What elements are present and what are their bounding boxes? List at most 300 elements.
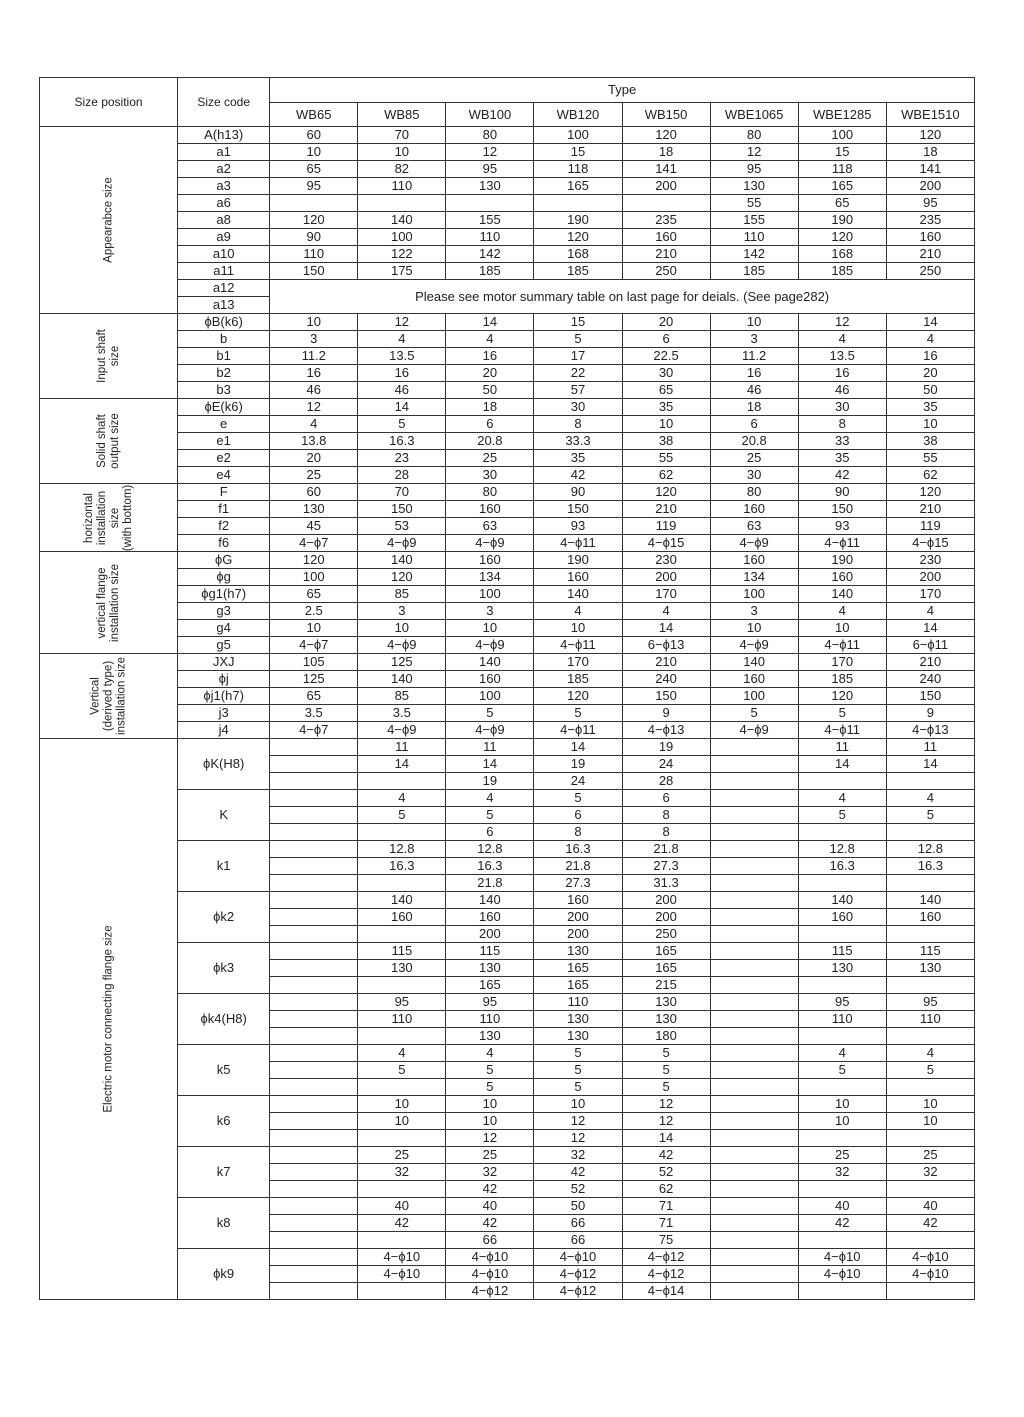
value-cell [798, 1232, 886, 1249]
value-cell: 42 [446, 1215, 534, 1232]
group-label-line: installation size [108, 563, 121, 642]
value-cell: 134 [710, 569, 798, 586]
value-cell [798, 1130, 886, 1147]
value-cell: 190 [798, 212, 886, 229]
value-cell: 5 [886, 1062, 974, 1079]
value-cell: 21.8 [622, 841, 710, 858]
group-label [96, 564, 122, 642]
table-row [40, 178, 975, 195]
value-cell: 4−ϕ9 [446, 535, 534, 552]
value-cell [886, 1079, 974, 1096]
value-cell: 12 [534, 1113, 622, 1130]
value-cell: 24 [622, 756, 710, 773]
value-cell: 25 [446, 1147, 534, 1164]
value-cell: 4−ϕ9 [446, 722, 534, 739]
value-cell [710, 1011, 798, 1028]
table-row [40, 1249, 975, 1266]
value-cell: 120 [622, 484, 710, 501]
value-cell: 11.2 [270, 348, 358, 365]
value-cell: 90 [798, 484, 886, 501]
value-cell: 12 [270, 399, 358, 416]
value-cell: 4−ϕ11 [534, 535, 622, 552]
value-cell: 20.8 [710, 433, 798, 450]
value-cell: 134 [446, 569, 534, 586]
size-code-cell: a8 [178, 212, 270, 229]
value-cell: 165 [534, 960, 622, 977]
value-cell: 210 [886, 246, 974, 263]
value-cell: 10 [710, 620, 798, 637]
table-row [40, 943, 975, 960]
value-cell: 8 [534, 824, 622, 841]
value-cell: 4 [446, 331, 534, 348]
value-cell: 35 [534, 450, 622, 467]
value-cell: 80 [710, 484, 798, 501]
value-cell: 4−ϕ10 [534, 1249, 622, 1266]
value-cell: 4 [358, 1045, 446, 1062]
value-cell: 115 [446, 943, 534, 960]
value-cell: 4−ϕ14 [622, 1283, 710, 1300]
value-cell: 5 [622, 1045, 710, 1062]
value-cell: 180 [622, 1028, 710, 1045]
value-cell: 10 [446, 620, 534, 637]
value-cell: 12 [534, 1130, 622, 1147]
value-cell [270, 739, 358, 756]
value-cell: 5 [358, 807, 446, 824]
size-code-cell: A(h13) [178, 127, 270, 144]
value-cell: 55 [622, 450, 710, 467]
value-cell: 80 [710, 127, 798, 144]
value-cell: 16 [710, 365, 798, 382]
value-cell: 12 [446, 1130, 534, 1147]
value-cell [622, 195, 710, 212]
value-cell: 150 [798, 501, 886, 518]
value-cell [358, 824, 446, 841]
value-cell: 140 [358, 552, 446, 569]
value-cell [358, 1232, 446, 1249]
value-cell: 14 [446, 756, 534, 773]
value-cell: 33.3 [534, 433, 622, 450]
value-cell: 15 [798, 144, 886, 161]
value-cell: 8 [798, 416, 886, 433]
value-cell: 52 [534, 1181, 622, 1198]
value-cell: 160 [446, 909, 534, 926]
value-cell [270, 807, 358, 824]
value-cell: 165 [622, 943, 710, 960]
size-code-cell: g5 [178, 637, 270, 654]
header-row-1 [40, 78, 975, 103]
value-cell [798, 1079, 886, 1096]
value-cell: 160 [446, 552, 534, 569]
value-cell: 11 [358, 739, 446, 756]
value-cell [270, 858, 358, 875]
size-code-cell: a12 [178, 280, 270, 297]
value-cell: 10 [358, 620, 446, 637]
value-cell: 110 [446, 1011, 534, 1028]
table-row [40, 569, 975, 586]
value-cell: 100 [446, 586, 534, 603]
value-cell: 38 [622, 433, 710, 450]
value-cell [270, 1198, 358, 1215]
table-row [40, 501, 975, 518]
value-cell: 6 [622, 331, 710, 348]
value-cell: 10 [798, 620, 886, 637]
value-cell: 6 [622, 790, 710, 807]
value-cell: 200 [534, 926, 622, 943]
value-cell: 16.3 [534, 841, 622, 858]
value-cell [270, 1062, 358, 1079]
value-cell: 4−ϕ9 [710, 637, 798, 654]
value-cell: 25 [446, 450, 534, 467]
size-code-cell: ϕg [178, 569, 270, 586]
value-cell: 14 [886, 314, 974, 331]
value-cell: 14 [886, 756, 974, 773]
value-cell: 185 [534, 263, 622, 280]
value-cell [710, 756, 798, 773]
value-cell: 16.3 [886, 858, 974, 875]
value-cell: 185 [534, 671, 622, 688]
group-label [96, 413, 122, 469]
value-cell: 20 [446, 365, 534, 382]
value-cell: 4−ϕ7 [270, 535, 358, 552]
value-cell: 210 [622, 654, 710, 671]
group-label [89, 657, 128, 735]
value-cell [270, 1113, 358, 1130]
size-code-cell: b1 [178, 348, 270, 365]
value-cell: 4−ϕ9 [358, 637, 446, 654]
value-cell: 4−ϕ11 [798, 722, 886, 739]
value-cell: 4 [886, 1045, 974, 1062]
value-cell: 160 [446, 671, 534, 688]
table-row [40, 518, 975, 535]
value-cell: 130 [358, 960, 446, 977]
value-cell [798, 1181, 886, 1198]
value-cell: 4 [886, 331, 974, 348]
value-cell: 70 [358, 484, 446, 501]
value-cell: 100 [710, 688, 798, 705]
table-row [40, 620, 975, 637]
value-cell [358, 1181, 446, 1198]
value-cell: 110 [798, 1011, 886, 1028]
value-cell: 4−ϕ11 [534, 722, 622, 739]
size-code-cell: e [178, 416, 270, 433]
value-cell: 5 [446, 1079, 534, 1096]
value-cell: 130 [534, 1028, 622, 1045]
value-cell: 5 [798, 807, 886, 824]
value-cell: 95 [270, 178, 358, 195]
size-code-cell: a9 [178, 229, 270, 246]
value-cell: 50 [886, 382, 974, 399]
value-cell: 140 [710, 654, 798, 671]
value-cell [358, 926, 446, 943]
value-cell: 42 [886, 1215, 974, 1232]
value-cell: 28 [622, 773, 710, 790]
value-cell: 200 [622, 892, 710, 909]
group-label-line: (derived type) [102, 660, 115, 732]
table-row [40, 1096, 975, 1113]
value-cell [358, 977, 446, 994]
value-cell: 100 [798, 127, 886, 144]
value-cell: 11 [886, 739, 974, 756]
value-cell: 110 [270, 246, 358, 263]
value-cell: 4−ϕ9 [710, 722, 798, 739]
value-cell: 42 [446, 1181, 534, 1198]
value-cell: 120 [622, 127, 710, 144]
value-cell [710, 994, 798, 1011]
value-cell: 185 [710, 263, 798, 280]
value-cell [710, 790, 798, 807]
value-cell [710, 943, 798, 960]
value-cell [798, 773, 886, 790]
value-cell [270, 1147, 358, 1164]
value-cell: 168 [798, 246, 886, 263]
value-cell: 150 [622, 688, 710, 705]
size-code-cell: ϕk9 [178, 1249, 270, 1300]
value-cell: 20 [270, 450, 358, 467]
value-cell [710, 1028, 798, 1045]
size-code-cell: a1 [178, 144, 270, 161]
value-cell: 3 [710, 603, 798, 620]
table-row [40, 671, 975, 688]
size-code-cell: ϕG [178, 552, 270, 569]
value-cell: 4−ϕ9 [710, 535, 798, 552]
value-cell: 4−ϕ9 [358, 535, 446, 552]
value-cell: 30 [710, 467, 798, 484]
value-cell: 42 [798, 467, 886, 484]
size-code-cell: a6 [178, 195, 270, 212]
group-label [102, 177, 115, 263]
value-cell: 15 [534, 144, 622, 161]
value-cell: 190 [534, 552, 622, 569]
value-cell: 40 [358, 1198, 446, 1215]
value-cell: 130 [446, 178, 534, 195]
value-cell: 16.3 [798, 858, 886, 875]
value-cell [710, 1079, 798, 1096]
value-cell: 27.3 [534, 875, 622, 892]
value-cell [886, 1130, 974, 1147]
value-cell [270, 824, 358, 841]
value-cell: 42 [534, 1164, 622, 1181]
value-cell: 120 [270, 212, 358, 229]
value-cell [270, 773, 358, 790]
value-cell: 10 [446, 1113, 534, 1130]
value-cell: 16 [270, 365, 358, 382]
value-cell: 95 [886, 994, 974, 1011]
value-cell: 55 [886, 450, 974, 467]
value-cell [710, 1130, 798, 1147]
size-code-cell: f1 [178, 501, 270, 518]
size-position-cell [40, 127, 178, 314]
size-code-cell: ϕk4(H8) [178, 994, 270, 1045]
value-cell: 5 [798, 705, 886, 722]
value-cell: 110 [358, 178, 446, 195]
value-cell: 160 [710, 552, 798, 569]
value-cell: 215 [622, 977, 710, 994]
value-cell: 170 [886, 586, 974, 603]
value-cell: 4−ϕ12 [622, 1266, 710, 1283]
table-row [40, 331, 975, 348]
size-code-cell: ϕk3 [178, 943, 270, 994]
value-cell: 142 [710, 246, 798, 263]
value-cell: 65 [622, 382, 710, 399]
group-label-line: size [108, 507, 121, 528]
table-row [40, 246, 975, 263]
value-cell: 165 [798, 178, 886, 195]
value-cell: 175 [358, 263, 446, 280]
value-cell: 93 [534, 518, 622, 535]
value-cell: 4−ϕ9 [358, 722, 446, 739]
model-header: WBE1510 [886, 103, 974, 127]
value-cell: 24 [534, 773, 622, 790]
value-cell: 119 [886, 518, 974, 535]
value-cell: 45 [270, 518, 358, 535]
table-row [40, 654, 975, 671]
value-cell: 4−ϕ12 [534, 1283, 622, 1300]
value-cell: 10 [798, 1096, 886, 1113]
value-cell: 200 [622, 909, 710, 926]
value-cell: 50 [534, 1198, 622, 1215]
size-code-cell: ϕK(H8) [178, 739, 270, 790]
value-cell: 200 [886, 569, 974, 586]
size-code-cell: g3 [178, 603, 270, 620]
motor-summary-note: Please see motor summary table on last page for deials. (See page282) [270, 280, 975, 314]
value-cell: 6−ϕ11 [886, 637, 974, 654]
value-cell: 5 [710, 705, 798, 722]
value-cell [710, 841, 798, 858]
value-cell: 240 [886, 671, 974, 688]
group-label-line: Input shaft [95, 329, 108, 383]
value-cell: 32 [358, 1164, 446, 1181]
size-code-cell: ϕg1(h7) [178, 586, 270, 603]
value-cell [358, 1079, 446, 1096]
value-cell: 190 [798, 552, 886, 569]
value-cell: 4−ϕ12 [534, 1266, 622, 1283]
value-cell [798, 824, 886, 841]
value-cell: 120 [798, 229, 886, 246]
value-cell: 71 [622, 1215, 710, 1232]
value-cell: 120 [270, 552, 358, 569]
value-cell: 15 [534, 314, 622, 331]
value-cell: 5 [534, 790, 622, 807]
size-code-cell: a13 [178, 297, 270, 314]
value-cell: 160 [358, 909, 446, 926]
value-cell: 5 [446, 705, 534, 722]
size-code-cell: f6 [178, 535, 270, 552]
size-code-cell: ϕk2 [178, 892, 270, 943]
value-cell: 17 [534, 348, 622, 365]
value-cell: 4 [798, 603, 886, 620]
value-cell: 6 [446, 416, 534, 433]
value-cell [270, 1079, 358, 1096]
value-cell: 140 [358, 212, 446, 229]
value-cell: 12 [622, 1113, 710, 1130]
value-cell: 16.3 [358, 433, 446, 450]
value-cell: 119 [622, 518, 710, 535]
value-cell [886, 824, 974, 841]
value-cell [798, 1028, 886, 1045]
value-cell: 95 [446, 161, 534, 178]
value-cell [358, 773, 446, 790]
size-code-cell: e1 [178, 433, 270, 450]
size-code-cell: a3 [178, 178, 270, 195]
value-cell: 115 [886, 943, 974, 960]
value-cell: 18 [446, 399, 534, 416]
value-cell [270, 1181, 358, 1198]
value-cell [798, 926, 886, 943]
value-cell [710, 1181, 798, 1198]
value-cell [270, 960, 358, 977]
model-header: WB150 [622, 103, 710, 127]
group-label-line: Electric motor connecting flange size [102, 925, 115, 1113]
value-cell: 40 [798, 1198, 886, 1215]
value-cell [710, 858, 798, 875]
value-cell: 170 [798, 654, 886, 671]
value-cell: 32 [798, 1164, 886, 1181]
value-cell: 30 [534, 399, 622, 416]
value-cell: 65 [798, 195, 886, 212]
value-cell [798, 1283, 886, 1300]
value-cell: 210 [622, 246, 710, 263]
table-row [40, 365, 975, 382]
value-cell: 115 [358, 943, 446, 960]
value-cell: 42 [358, 1215, 446, 1232]
value-cell: 170 [622, 586, 710, 603]
value-cell [270, 1215, 358, 1232]
value-cell [446, 195, 534, 212]
value-cell: 4 [446, 790, 534, 807]
value-cell: 4−ϕ15 [886, 535, 974, 552]
value-cell [270, 943, 358, 960]
value-cell: 125 [358, 654, 446, 671]
value-cell: 141 [886, 161, 974, 178]
table-row [40, 348, 975, 365]
value-cell: 4−ϕ11 [534, 637, 622, 654]
value-cell: 62 [622, 467, 710, 484]
table-row [40, 229, 975, 246]
value-cell: 65 [270, 688, 358, 705]
value-cell: 100 [534, 127, 622, 144]
value-cell [270, 756, 358, 773]
value-cell: 75 [622, 1232, 710, 1249]
value-cell [886, 1181, 974, 1198]
table-row [40, 1045, 975, 1062]
value-cell: 4 [798, 790, 886, 807]
value-cell: 60 [270, 484, 358, 501]
value-cell: 12.8 [446, 841, 534, 858]
value-cell: 33 [798, 433, 886, 450]
model-header: WB120 [534, 103, 622, 127]
value-cell: 19 [446, 773, 534, 790]
value-cell [886, 926, 974, 943]
value-cell: 160 [710, 671, 798, 688]
group-label-line: installation [95, 490, 108, 545]
value-cell: 4−ϕ10 [798, 1266, 886, 1283]
group-label [83, 484, 135, 550]
value-cell: 10 [710, 314, 798, 331]
value-cell: 10 [270, 144, 358, 161]
value-cell: 10 [270, 314, 358, 331]
size-code-cell: a2 [178, 161, 270, 178]
size-position-cell [40, 654, 178, 739]
value-cell: 5 [798, 1062, 886, 1079]
value-cell: 120 [534, 688, 622, 705]
dimension-table [39, 77, 975, 1300]
value-cell [534, 195, 622, 212]
value-cell: 165 [534, 178, 622, 195]
value-cell: 18 [710, 399, 798, 416]
table-row [40, 1198, 975, 1215]
size-position-header: Size position [40, 78, 178, 127]
value-cell: 25 [358, 1147, 446, 1164]
